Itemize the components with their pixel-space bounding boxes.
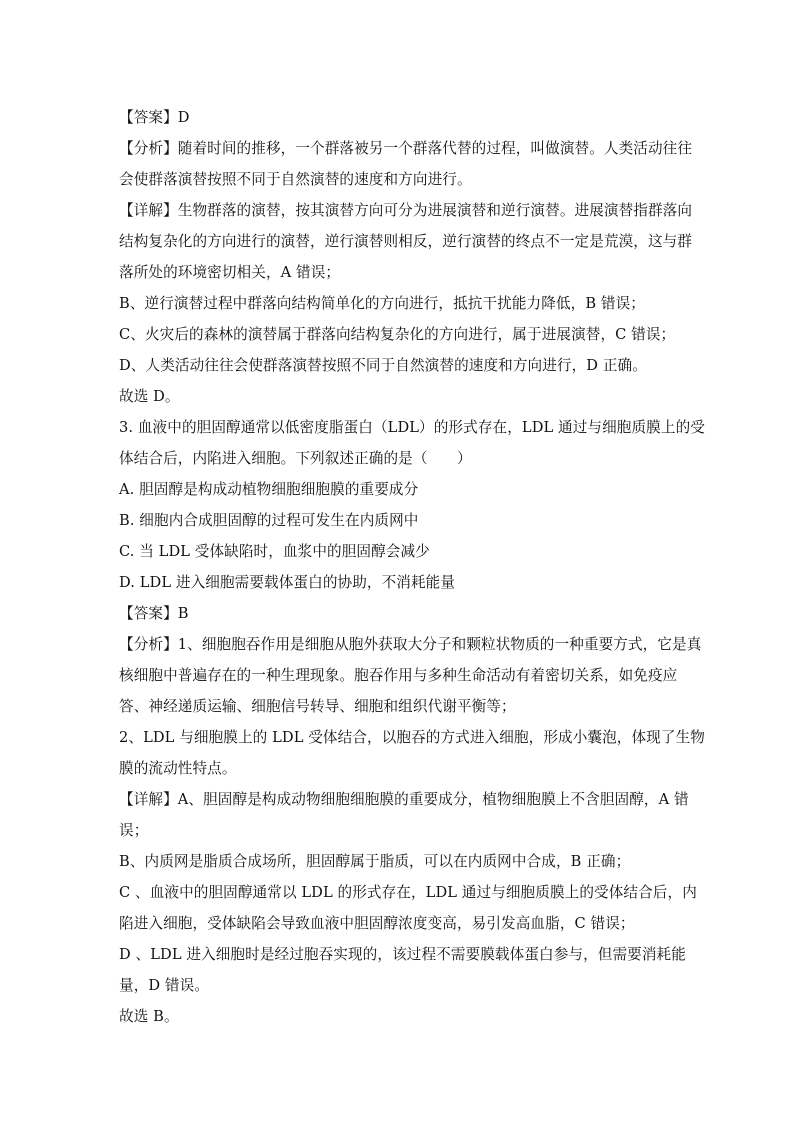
analysis-line-q3-4: 2、LDL 与细胞膜上的 LDL 受体结合，以胞吞的方式进入细胞，形成小囊泡，体现了生物 <box>119 729 705 746</box>
conclusion-line-q3: 故选 B。 <box>119 1008 179 1025</box>
detail-line-q2-3: 落所处的环境密切相关，A 错误； <box>119 264 341 281</box>
analysis-line-q3-3: 答、神经递质运输、细胞信号转导、细胞和组织代谢平衡等； <box>119 698 516 715</box>
detail-line-q3-c2: 陷进入细胞，受体缺陷会导致血液中胆固醇浓度变高，易引发高血脂，C 错误； <box>119 915 635 932</box>
analysis-line-q3-5: 膜的流动性特点。 <box>119 760 237 777</box>
analysis-line-q3-2: 核细胞中普遍存在的一种生理现象。胞吞作用与多种生命活动有着密切关系，如免疫应 <box>119 667 678 684</box>
question-3-option-c: C. 当 LDL 受体缺陷时，血浆中的胆固醇会减少 <box>119 543 430 560</box>
detail-line-q2-1: 【详解】生物群落的演替，按其演替方向可分为进展演替和逆行演替。进展演替指群落向 <box>119 202 693 219</box>
question-3-stem-1: 3. 血液中的胆固醇通常以低密度脂蛋白（LDL）的形式存在，LDL 通过与细胞质膜上的受 <box>119 419 705 436</box>
analysis-line-q2-1: 【分析】随着时间的推移，一个群落被另一个群落代替的过程，叫做演替。人类活动往往 <box>119 140 693 157</box>
question-3-option-a: A. 胆固醇是构成动植物细胞细胞膜的重要成分 <box>119 481 419 498</box>
detail-line-q3-a1: 【详解】A、胆固醇是构成动物细胞细胞膜的重要成分，植物细胞膜上不含胆固醇，A 错 <box>119 791 689 808</box>
detail-line-q2-b: B、逆行演替过程中群落向结构简单化的方向进行，抵抗干扰能力降低，B 错误； <box>119 295 645 312</box>
answer-line-q3: 【答案】B <box>119 605 189 622</box>
document-page <box>119 102 705 1032</box>
question-3-stem-2: 体结合后，内陷进入细胞。下列叙述正确的是（ ） <box>119 450 472 467</box>
detail-line-q3-b: B、内质网是脂质合成场所，胆固醇属于脂质，可以在内质网中合成，B 正确； <box>119 853 631 870</box>
analysis-line-q3-1: 【分析】1、细胞胞吞作用是细胞从胞外获取大分子和颗粒状物质的一种重要方式，它是真 <box>119 636 702 653</box>
detail-line-q2-2: 结构复杂化的方向进行的演替，逆行演替则相反，逆行演替的终点不一定是荒漠，这与群 <box>119 233 693 250</box>
conclusion-line-q2: 故选 D。 <box>119 388 180 405</box>
detail-line-q2-d: D、人类活动往往会使群落演替按照不同于自然演替的速度和方向进行，D 正确。 <box>119 357 647 374</box>
question-3-option-b: B. 细胞内合成胆固醇的过程可发生在内质网中 <box>119 512 419 529</box>
answer-line-q2: 【答案】D <box>119 109 190 126</box>
detail-line-q2-c: C、火灾后的森林的演替属于群落向结构复杂化的方向进行，属于进展演替，C 错误； <box>119 326 676 343</box>
question-3-option-d: D. LDL 进入细胞需要载体蛋白的协助，不消耗能量 <box>119 574 456 591</box>
analysis-line-q2-2: 会使群落演替按照不同于自然演替的速度和方向进行。 <box>119 171 472 188</box>
detail-line-q3-d1: D 、LDL 进入细胞时是经过胞吞实现的，该过程不需要膜载体蛋白参与，但需要消耗能 <box>119 946 686 963</box>
detail-line-q3-d2: 量，D 错误。 <box>119 977 210 994</box>
detail-line-q3-c1: C 、血液中的胆固醇通常以 LDL 的形式存在，LDL 通过与细胞质膜上的受体结合后，内 <box>119 884 697 901</box>
detail-line-q3-a2: 误； <box>119 822 149 839</box>
